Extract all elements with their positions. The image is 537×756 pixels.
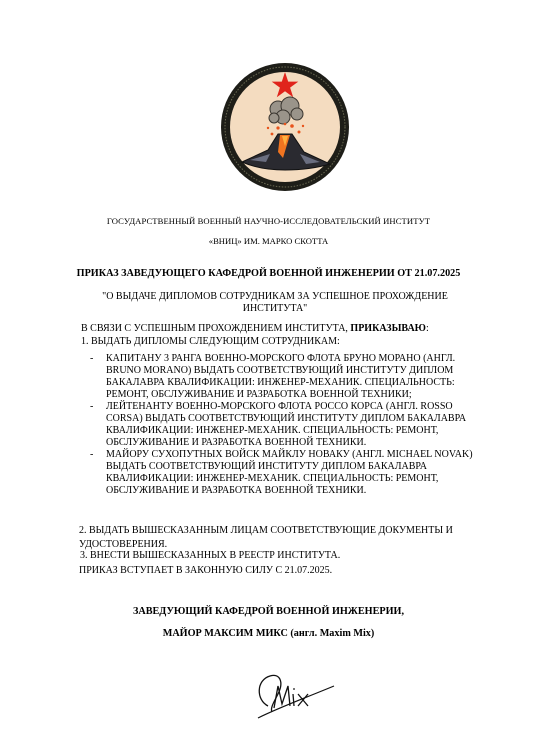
order-item-2: 2. ВЫДАТЬ ВЫШЕСКАЗАННЫМ ЛИЦАМ СООТВЕТСТВУЮЩИЕ ДОКУМЕНТЫ И УДОСТОВЕРЕНИЯ. (79, 525, 453, 550)
order-item-3: 3. ВНЕСТИ ВЫШЕСКАЗАННЫХ В РЕЕСТР ИНСТИТУТА. (80, 550, 341, 561)
bullet-dash: - (90, 353, 94, 364)
recipients-list (90, 353, 490, 497)
signatory-name: МАЙОР МАКСИМ МИКС (англ. Maxim Mix) (162, 628, 375, 639)
order-title: ПРИКАЗ ЗАВЕДУЮЩЕГО КАФЕДРОЙ ВОЕННОЙ ИНЖЕНЕРИИ ОТ 21.07.2025 (76, 268, 461, 279)
institute-name: ГОСУДАРСТВЕННЫЙ ВОЕННЫЙ НАУЧНО-ИССЛЕДОВАТЕЛЬСКИЙ ИНСТИТУТ (106, 216, 431, 226)
recipient-text: КАПИТАНУ 3 РАНГА ВОЕННО-МОРСКОГО ФЛОТА БРУНО МОРАНО (АНГЛ. BRUNO MORANO) ВЫДАТЬ СООТВЕТСТВУЮЩИЙ ИНСТИТУТУ ДИПЛОМ БАКАЛАВРА КВАЛИФИКАЦИИ: ИНЖЕНЕР-МЕХАНИК. СПЕЦИАЛЬНОСТЬ: РЕМОНТ, ОБСЛУЖИВАНИЕ И РАЗРАБОТКА ВОЕННОЙ ТЕХНИКИ; (106, 353, 456, 400)
order-effective-date: ПРИКАЗ ВСТУПАЕТ В ЗАКОННУЮ СИЛУ С 21.07.2025. (79, 565, 333, 576)
recipient-text: МАЙОРУ СУХОПУТНЫХ ВОЙСК МАЙКЛУ НОВАКУ (АНГЛ. MICHAEL NOVAK) ВЫДАТЬ СООТВЕТСТВУЮЩИЙ ИНСТИТУТУ ДИПЛОМ БАКАЛАВРА КВАЛИФИКАЦИИ: ИНЖЕНЕР-МЕХАНИК. СПЕЦИАЛЬНОСТЬ: РЕМОНТ, ОБСЛУЖИВАНИЕ И РАЗРАБОТКА ВОЕННОЙ ТЕХНИКИ. (106, 449, 473, 496)
order-preamble (81, 323, 429, 335)
signatory-position: ЗАВЕДУЮЩИЙ КАФЕДРОЙ ВОЕННОЙ ИНЖЕНЕРИИ, (132, 606, 404, 617)
order-item-1: 1. ВЫДАТЬ ДИПЛОМЫ СЛЕДУЮЩИМ СОТРУДНИКАМ: (81, 336, 340, 347)
bullet-dash: - (90, 401, 94, 412)
preamble-end: : (425, 323, 429, 334)
order-subject: "О ВЫДАЧЕ ДИПЛОМОВ СОТРУДНИКАМ ЗА УСПЕШНОЕ ПРОХОЖДЕНИЕ ИНСТИТУТА" (102, 291, 448, 314)
preamble-text: В СВЯЗИ С УСПЕШНЫМ ПРОХОЖДЕНИЕМ ИНСТИТУТА, (81, 323, 351, 334)
institute-short-name: «ВНИЦ» ИМ. МАРКО СКОТТА (208, 236, 329, 246)
recipient-text: ЛЕЙТЕНАНТУ ВОЕННО-МОРСКОГО ФЛОТА РОССО КОРСА (АНГЛ. ROSSO CORSA) ВЫДАТЬ СООТВЕТСТВУЮЩИЙ ИНСТИТУТУ ДИПЛОМ БАКАЛАВРА КВАЛИФИКАЦИИ: ИНЖЕНЕР-МЕХАНИК. СПЕЦИАЛЬНОСТЬ: РЕМОНТ, ОБСЛУЖИВАНИЕ И РАЗРАБОТКА ВОЕННОЙ ТЕХНИКИ. (106, 401, 467, 448)
bullet-dash: - (90, 449, 94, 460)
list-item (90, 353, 490, 401)
list-item (90, 401, 490, 449)
preamble-bold: ПРИКАЗЫВАЮ (350, 323, 426, 334)
handwritten-signature-icon (238, 664, 338, 724)
institute-emblem-icon (220, 62, 350, 192)
list-item (90, 449, 490, 497)
